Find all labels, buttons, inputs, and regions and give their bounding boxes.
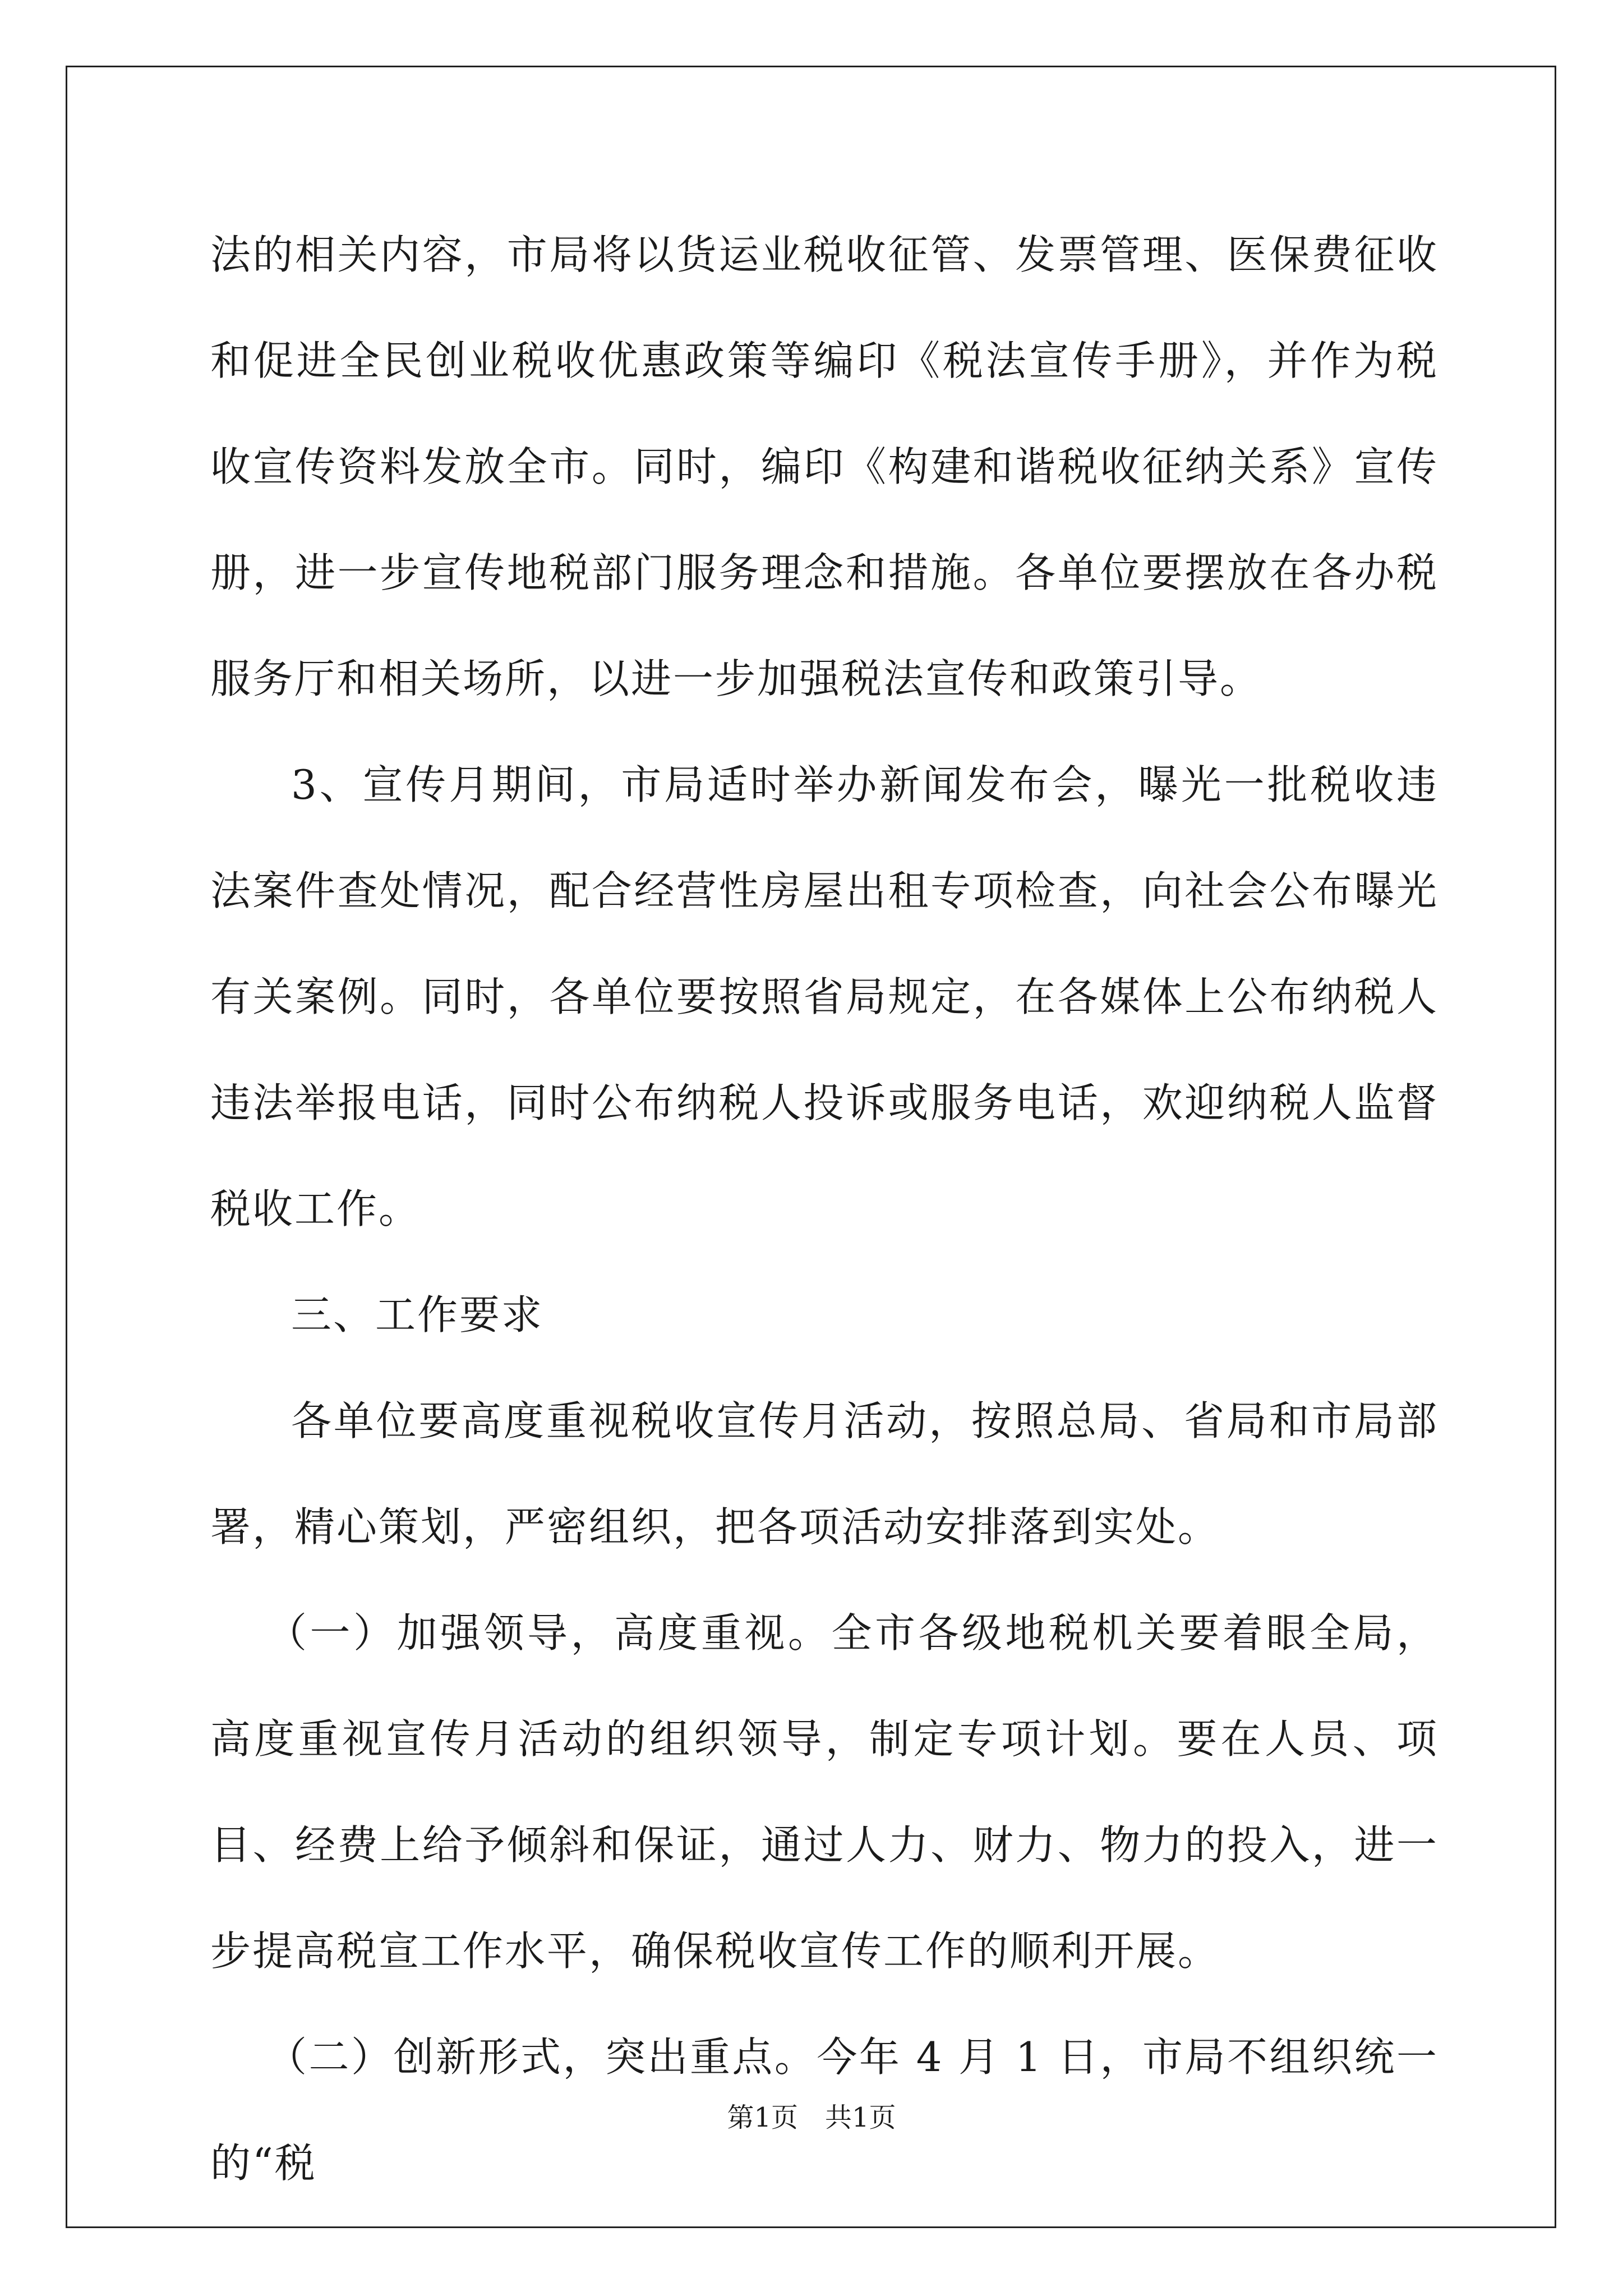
document-body <box>210 202 1438 2216</box>
page-footer: 第1页 共1页 <box>727 2102 896 2133</box>
paragraph-continuation: 法的相关内容，市局将以货运业税收征管、发票管理、医保费征收和促进全民创业税收优惠政策等编印《税法宣传手册》，并作为税收宣传资料发放全市。同时，编印《构建和谐税收征纳关系》宣传册，进一步宣传地税部门服务理念和措施。各单位要摆放在各办税服务厅和相关场所，以进一步加强税法宣传和政策引导。 <box>210 231 1438 702</box>
paragraph-item-3: 3、宣传月期间，市局适时举办新闻发布会，曝光一批税收违法案件查处情况，配合经营性房屋出租专项检查，向社会公布曝光有关案例。同时，各单位要按照省局规定，在各媒体上公布纳税人违法举报电话，同时公布纳税人投诉或服务电话，欢迎纳税人监督税收工作。 <box>210 761 1438 1232</box>
paragraph-item-one: （一）加强领导，高度重视。全市各级地税机关要着眼全局，高度重视宣传月活动的组织领导，制定专项计划。要在人员、项目、经费上给予倾斜和保证，通过人力、财力、物力的投入，进一步提高税宣工作水平，确保税收宣传工作的顺利开展。 <box>210 1609 1438 1975</box>
section-heading-work-requirements: 三、工作要求 <box>291 1291 544 1338</box>
paragraph-item-two: （二）创新形式，突出重点。今年 4 月 1 日，市局不组织统一的“税 <box>210 2033 1438 2187</box>
paragraph-requirements-intro: 各单位要高度重视税收宣传月活动，按照总局、省局和市局部署，精心策划，严密组织，把各项活动安排落到实处。 <box>210 1397 1438 1550</box>
